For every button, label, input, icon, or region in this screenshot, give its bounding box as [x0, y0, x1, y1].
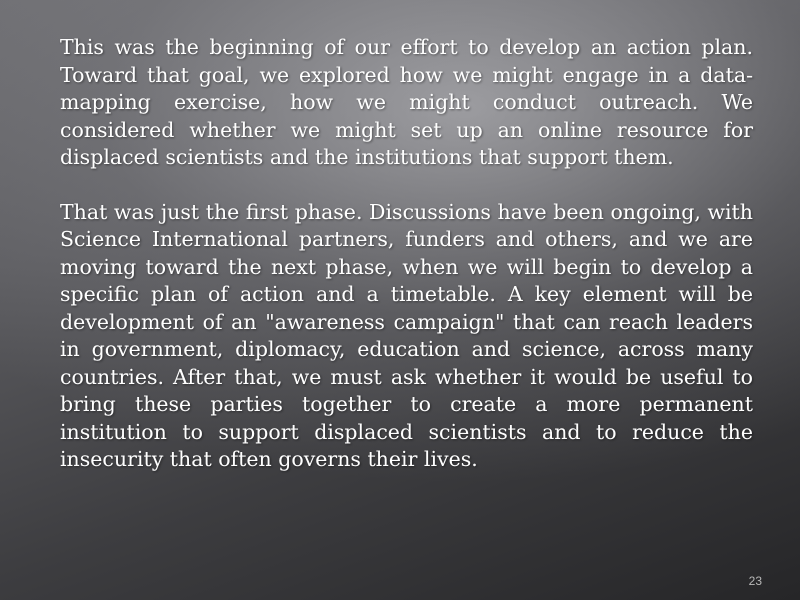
slide-body-text [60, 34, 753, 474]
paragraph-action-plan: This was the beginning of our effort to develop an action plan. Toward that goal, we explored how we might engage in a data-mapping exercise, how we might conduct outreach. We considered whether we might set up an online resource for displaced scientists and the institutions that support them. [60, 35, 753, 169]
paragraph-next-phase: That was just the first phase. Discussions have been ongoing, with Science International partners, funders and others, and we are moving toward the next phase, when we will begin to develop a specific plan of action and a timetable. A key element will be development of an "awareness campaign" that can reach leaders in government, diplomacy, education and science, across many countries. After that, we must ask whether it would be useful to bring these parties together to create a more permanent institution to support displaced scientists and to reduce the insecurity that often governs their lives. [60, 199, 753, 471]
page-number: 23 [748, 574, 762, 588]
